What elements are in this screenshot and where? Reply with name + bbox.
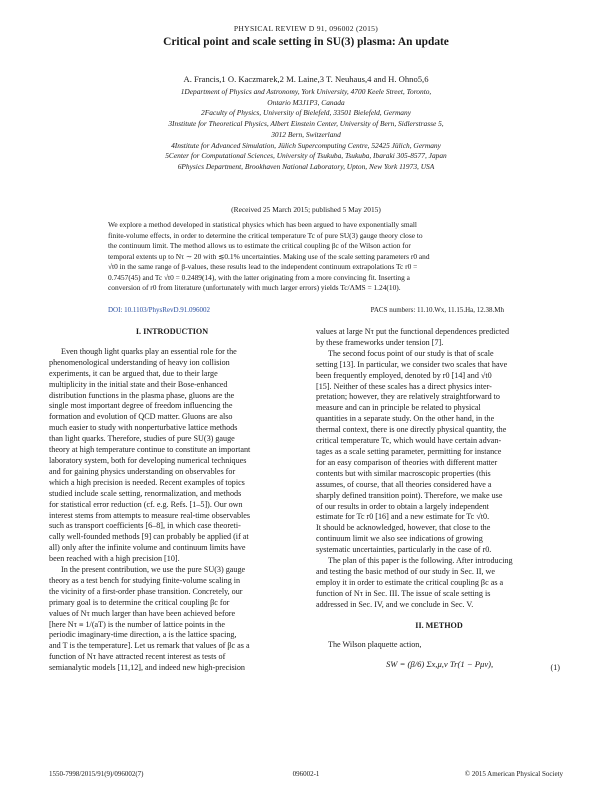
body-line: sharply defined transition point). Therefore, we make use <box>316 490 503 500</box>
abstract-line: finite-volume effects, in order to determine the critical temperature Tc of pure SU(3) gauge theory close to <box>108 230 423 240</box>
author-list: A. Francis,1 O. Kaczmarek,2 M. Laine,3 T. Neuhaus,4 and H. Ohno5,6 <box>183 74 429 84</box>
affiliation-line: 5Center for Computational Sciences, University of Tsukuba, Tsukuba, Ibaraki 305-8577, Japan <box>165 151 447 161</box>
body-line: laboratory system, both for developing numerical techniques <box>49 455 247 465</box>
body-line: function of Nτ in Sec. III. The issue of scale setting is <box>316 588 491 598</box>
body-line: than light quarks. Therefore, studies of pure SU(3) gauge <box>49 434 235 444</box>
body-line: much easier to study with nonperturbative lattice methods <box>49 423 238 433</box>
body-line: all) only after the infinite volume and continuum limits have <box>49 543 246 553</box>
body-line: single most important degree of freedom influencing the <box>49 401 233 411</box>
body-line: been reached with a high precision [10]. <box>49 554 180 564</box>
body-line: been frequently employed, denoted by r0 [14] and √t0 <box>316 370 492 380</box>
body-line: interest stems from attempts to measure real-time observables <box>49 510 251 520</box>
body-line: It should be acknowledged, however, that close to the <box>316 523 491 533</box>
affiliation-line: 2Faculty of Physics, University of Bielefeld, 33501 Bielefeld, Germany <box>201 108 411 118</box>
body-line: addressed in Sec. IV, and we conclude in Sec. V. <box>316 599 474 609</box>
body-line: periodic imaginary-time direction, a is the lattice spacing, <box>49 630 237 640</box>
body-line: estimate for Tc r0 [16] and a new estimate for Tc √t0. <box>316 512 490 522</box>
body-line: The Wilson plaquette action, <box>328 640 422 650</box>
section-heading-introduction: I. INTRODUCTION <box>135 327 209 336</box>
body-line: contents but with similar macroscopic properties (this <box>316 468 491 478</box>
body-line: and testing the basic method of our study in Sec. II, we <box>316 566 495 576</box>
abstract <box>108 220 505 294</box>
body-line: critical temperature Tc, which would have certain advan- <box>316 436 502 446</box>
affiliation-line: 6Physics Department, Brookhaven National Laboratory, Upton, New York 11973, USA <box>177 161 435 171</box>
equation-text: SW = (β/6) Σx,μ,ν Tr(1 − Pμν), <box>386 659 494 670</box>
body-line: formation and evolution of QCD matter. Gluons are also <box>49 412 233 422</box>
paper-title: Critical point and scale setting in SU(3) plasma: An update <box>163 36 449 48</box>
affiliation-line: Ontario M3J1P3, Canada <box>267 97 345 107</box>
body-line: The plan of this paper is the following. After introducing <box>328 556 513 566</box>
body-line: The second focus point of our study is that of scale <box>328 348 494 358</box>
pacs-numbers: PACS numbers: 11.10.Wx, 11.15.Ha, 12.38.Mh <box>370 306 504 314</box>
body-line: continuum limit we also see indications of growing <box>316 534 483 544</box>
affiliation-line: 3Institute for Theoretical Physics, Albert Einstein Center, University of Bern, Sidlerstrasse 5, <box>168 119 444 129</box>
body-line: theory as a test bench for studying finite-volume scaling in <box>49 575 241 585</box>
body-line: semianalytic models [11,12], and indeed new high-precision <box>49 663 245 673</box>
body-line: for an easy comparison of theories with different matter <box>316 457 498 467</box>
received-dates: (Received 25 March 2015; published 5 May 2015) <box>231 205 381 214</box>
body-line: Even though light quarks play an essential role for the <box>61 346 237 356</box>
body-line: by these frameworks under tension [7]. <box>316 337 444 347</box>
body-line: of our results in order to obtain a largely independent <box>316 501 489 511</box>
section-heading-method: II. METHOD <box>415 620 463 630</box>
body-line: assumes, of course, that all theories considered have a <box>316 479 492 489</box>
abstract-line: the continuum limit. The method allows us to estimate the critical coupling βc of the Wilson action for <box>108 241 411 250</box>
left-column <box>49 327 295 674</box>
body-line: [here Nτ ≡ 1/(aT) is the number of lattice points in the <box>49 619 225 629</box>
body-line: measure and can in principle be related to physical <box>316 403 481 413</box>
body-line: quantities in a separate study. On the other hand, in the <box>316 414 495 424</box>
body-line: distribution functions in the plasma phase, gluons are the <box>49 390 235 400</box>
footer-copyright: © 2015 American Physical Society <box>464 770 563 778</box>
journal-header: PHYSICAL REVIEW D 91, 096002 (2015) <box>233 24 379 33</box>
abstract-line: 0.7457(45) and Tc √t0 = 0.2489(14), with the latter originating from a more convincing fit. Inserting a <box>108 272 410 282</box>
body-line: studied include scale setting, renormalization, and methods <box>49 488 242 498</box>
body-line: values at large Nτ put the functional dependences predicted <box>316 327 510 336</box>
body-line: systematic uncertainties, particularly in the case of r0. <box>316 545 492 555</box>
body-line: values of Nτ much larger than have been achieved before <box>49 608 236 618</box>
equation-number: (1) <box>550 663 560 673</box>
affiliation-line: 3012 Bern, Switzerland <box>271 129 341 139</box>
body-line: for statistical error reduction (cf. e.g. Refs. [1–5]). Our own <box>49 499 243 509</box>
doi-link[interactable] <box>108 306 210 314</box>
body-line: setting [13]. In particular, we consider two scales that have <box>316 359 508 369</box>
body-line: which a high precision is needed. Recent examples of topics <box>49 477 245 487</box>
affiliation-line: 4Institute for Advanced Simulation, Jülich Supercomputing Centre, 52425 Jülich, Germany <box>171 140 441 150</box>
abstract-line: √t0 in the same range of β-values, these results lead to the independent continuum extrapolations Tc r0 = <box>108 262 418 271</box>
body-line: and for gaining physics understanding on observables for <box>49 466 236 476</box>
body-line: tages as a scale setting parameter, permitting for instance <box>316 446 502 456</box>
affiliation-line: 1Department of Physics and Astronomy, York University, 4700 Keele Street, Toronto, <box>180 87 432 96</box>
body-line: thermal context, there is one directly physical quantity, the <box>316 425 507 435</box>
body-line: primary goal is to determine the critical coupling βc for <box>49 597 230 607</box>
body-line: pretation; however, they are relatively straightforward to <box>316 392 500 402</box>
right-column <box>316 327 562 681</box>
doi-anchor[interactable]: DOI: 10.1103/PhysRevD.91.096002 <box>108 306 211 314</box>
footer-page-number: 096002-1 <box>292 770 320 778</box>
abstract-line: We explore a method developed in statistical physics which has been argued to have exponentially small <box>108 220 417 229</box>
body-line: [15]. Neither of these scales has a direct physics inter- <box>316 381 492 391</box>
footer-issn: 1550-7998/2015/91(9)/096002(7) <box>49 770 144 778</box>
body-line: theory at high temperature continue to constitute an important <box>49 445 251 455</box>
body-line: phenomenological understanding of heavy ion collision <box>49 357 230 367</box>
body-line: multiplicity in the initial state and their Bose-enhanced <box>49 379 228 389</box>
body-line: the vicinity of a first-order phase transition. Concretely, our <box>49 586 243 596</box>
abstract-line: conversion of r0 from literature (unfortunately with much larger errors) yields Tc/ΛMS = 1.24(10). <box>108 283 401 292</box>
body-line: employ it in order to estimate the critical coupling βc as a <box>316 577 504 587</box>
body-line: experiments, it can be argued that, due to their large <box>49 368 218 378</box>
body-line: function of Nτ have attracted recent interest as tests of <box>49 652 226 662</box>
equation-1 <box>316 657 562 681</box>
body-line: cally well-founded methods [9] can probably be applied (if at <box>49 532 249 542</box>
abstract-line: temporal extents up to Nτ ∼ 20 with ≲0.1% uncertainties. Making use of the scale setting parameters r0 and <box>108 251 430 261</box>
body-line: such as transport coefficients [6–8], in which case theoreti- <box>49 521 241 531</box>
body-line: and T is the temperature]. Let us remark that values of βc as a <box>49 641 250 651</box>
body-line: In the present contribution, we use the pure SU(3) gauge <box>61 565 246 575</box>
affiliation-list <box>0 87 612 173</box>
